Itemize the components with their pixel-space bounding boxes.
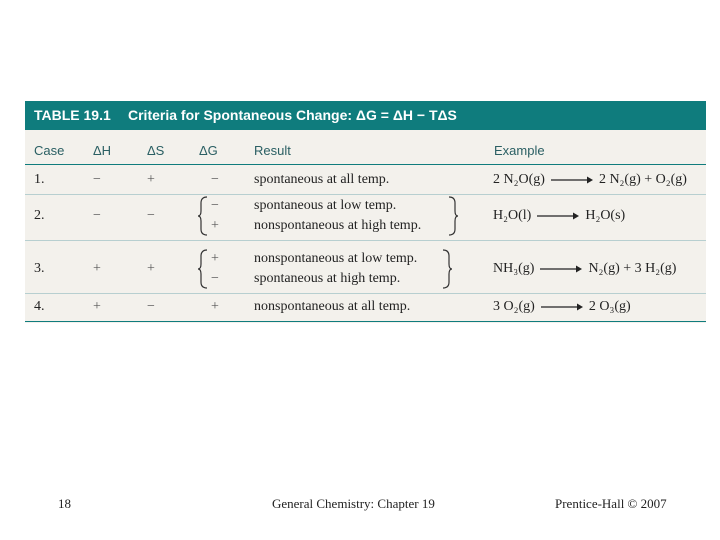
- delta-h-sign: +: [93, 299, 101, 314]
- row-divider: [25, 194, 706, 195]
- reactants: 3 O₂(g): [493, 299, 535, 314]
- left-brace-icon: [197, 196, 209, 236]
- table-title-bar: [25, 101, 706, 130]
- example-equation: [493, 299, 631, 315]
- delta-g-sign: +: [211, 251, 219, 266]
- result-text: spontaneous at low temp.: [254, 198, 397, 213]
- result-text: nonspontaneous at high temp.: [254, 218, 422, 233]
- case-number: 2.: [34, 208, 45, 223]
- header-result: Result: [254, 143, 291, 158]
- reactants: H₂O(l): [493, 208, 532, 223]
- example-equation: [493, 261, 676, 277]
- header-example: Example: [494, 143, 545, 158]
- course-title: General Chemistry: Chapter 19: [272, 496, 435, 511]
- publisher-credit: Prentice-Hall © 2007: [555, 496, 667, 511]
- example-equation: [493, 208, 625, 224]
- header-delta-h: ΔH: [93, 143, 112, 158]
- table-header-row: [25, 130, 706, 165]
- delta-g-sign: −: [211, 172, 219, 187]
- right-brace-icon: [447, 196, 459, 236]
- result-text: spontaneous at all temp.: [254, 172, 390, 187]
- result-text: nonspontaneous at all temp.: [254, 299, 411, 314]
- delta-g-sign: +: [211, 299, 219, 314]
- right-brace-icon: [441, 249, 453, 289]
- reaction-arrow-icon: [540, 264, 582, 274]
- delta-s-sign: +: [147, 261, 155, 276]
- reactants: 2 N₂O(g): [493, 172, 545, 187]
- delta-g-sign: +: [211, 218, 219, 233]
- delta-g-sign: −: [211, 271, 219, 286]
- delta-h-sign: +: [93, 261, 101, 276]
- left-brace-icon: [197, 249, 209, 289]
- row-divider: [25, 293, 706, 294]
- example-equation: [493, 172, 687, 188]
- header-case: Case: [34, 143, 65, 158]
- products: N₂(g) + 3 H₂(g): [588, 261, 677, 276]
- result-text: spontaneous at high temp.: [254, 271, 401, 286]
- delta-g-sign: −: [211, 198, 219, 213]
- header-delta-s: ΔS: [147, 143, 165, 158]
- case-number: 3.: [34, 261, 45, 276]
- case-number: 1.: [34, 172, 45, 187]
- products: 2 O₃(g): [588, 299, 631, 314]
- result-text: nonspontaneous at low temp.: [254, 251, 418, 266]
- table-caption: Criteria for Spontaneous Change: ΔG = ΔH − TΔS: [128, 107, 457, 123]
- case-number: 4.: [34, 299, 45, 314]
- delta-h-sign: −: [93, 172, 101, 187]
- table-bottom-rule: [25, 321, 706, 322]
- delta-s-sign: −: [147, 208, 155, 223]
- products: H₂O(s): [585, 208, 626, 223]
- table-19-1: [25, 101, 706, 323]
- header-delta-g: ΔG: [199, 143, 218, 158]
- delta-h-sign: −: [93, 208, 101, 223]
- slide-number: 18: [58, 496, 71, 511]
- delta-s-sign: −: [147, 299, 155, 314]
- reactants: NH₃(g): [493, 261, 535, 276]
- table-number: TABLE 19.1: [34, 107, 111, 123]
- reaction-arrow-icon: [541, 302, 583, 312]
- delta-s-sign: +: [147, 172, 155, 187]
- reaction-arrow-icon: [537, 211, 579, 221]
- row-divider: [25, 240, 706, 241]
- reaction-arrow-icon: [551, 175, 593, 185]
- products: 2 N₂(g) + O₂(g): [598, 172, 687, 187]
